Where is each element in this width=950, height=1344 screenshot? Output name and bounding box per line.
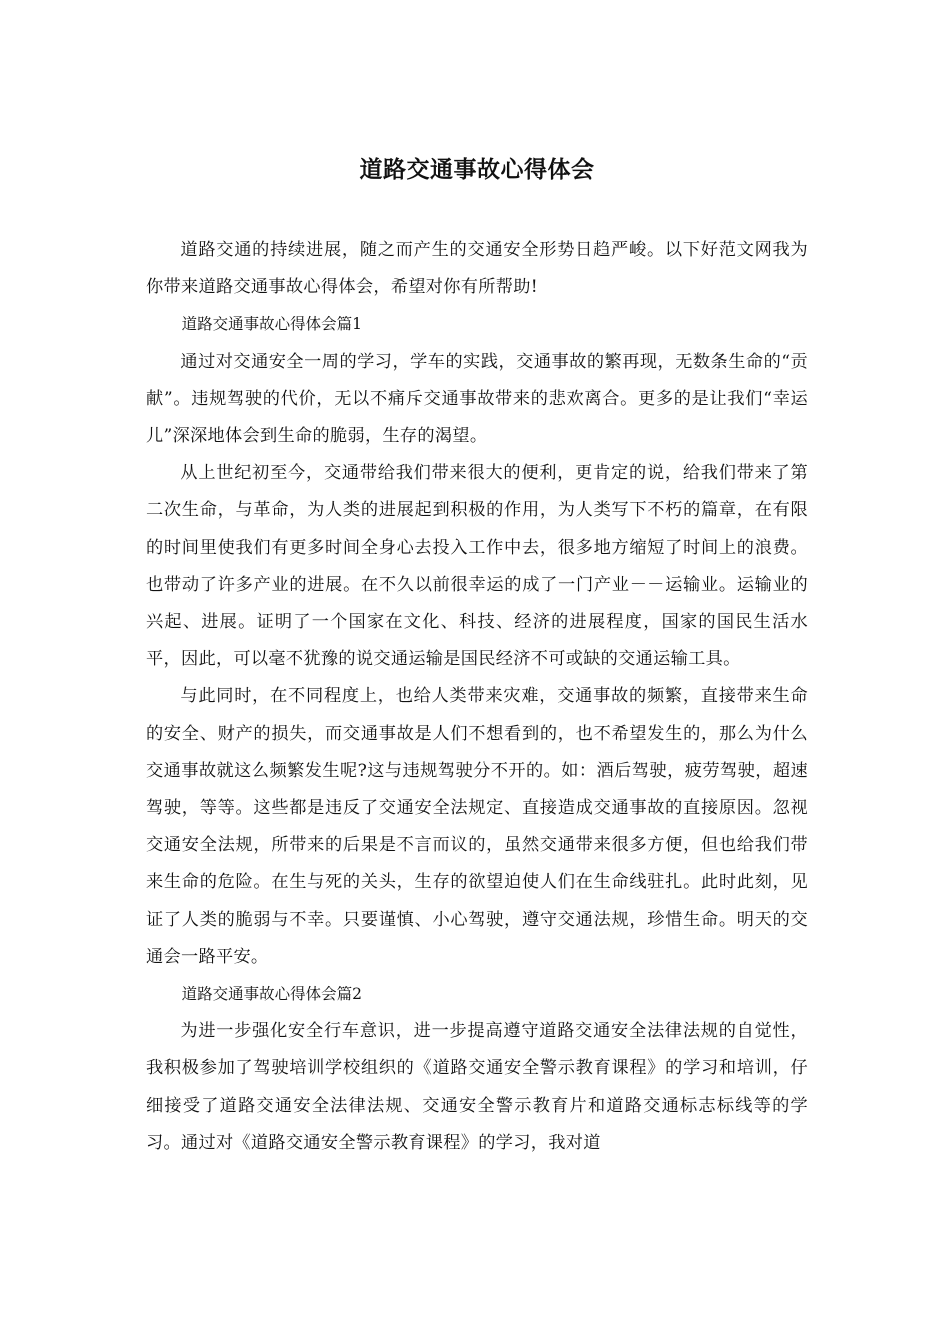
section-1-paragraph-2: 从上世纪初至今，交通带给我们带来很大的便利，更肯定的说，给我们带来了第二次生命，与革命，为人类的进展起到积极的作用，为人类写下不朽的篇章，在有限的时间里使我们有更多时间全身心去投入工作中去，很多地方缩短了时间上的浪费。也带动了许多产业的进展。在不久以前很幸运的成了一门产业－－运输业。运输业的兴起、进展。证明了一个国家在文化、科技、经济的进展程度，国家的国民生活水平，因此，可以毫不犹豫的说交通运输是国民经济不可或缺的交通运输工具。 <box>146 463 808 670</box>
document-title: 道路交通事故心得体会 <box>359 156 595 183</box>
section-2-heading: 道路交通事故心得体会篇2 <box>181 985 363 1004</box>
document-body <box>146 232 808 1162</box>
intro-paragraph: 道路交通的持续进展，随之而产生的交通安全形势日趋严峻。以下好范文网我为你带来道路交通事故心得体会，希望对你有所帮助! <box>146 240 808 298</box>
section-1-paragraph-3: 与此同时，在不同程度上，也给人类带来灾难，交通事故的频繁，直接带来生命的安全、财产的损失，而交通事故是人们不想看到的，也不希望发生的，那么为什么交通事故就这么频繁发生呢?这与违规驾驶分不开的。如：酒后驾驶，疲劳驾驶，超速驾驶，等等。这些都是违反了交通安全法规定、直接造成交通事故的直接原因。忽视交通安全法规，所带来的后果是不言而议的，虽然交通带来很多方便，但也给我们带来生命的危险。在生与死的关头，生存的欲望迫使人们在生命线驻扎。此时此刻，见证了人类的脆弱与不幸。只要谨慎、小心驾驶，遵守交通法规，珍惜生命。明天的交通会一路平安。 <box>146 686 808 967</box>
section-1-heading: 道路交通事故心得体会篇1 <box>181 315 363 334</box>
section-1-paragraph-1: 通过对交通安全一周的学习，学车的实践，交通事故的繁再现，无数条生命的“贡献”。违规驾驶的代价，无以不痛斥交通事故带来的悲欢离合。更多的是让我们“幸运儿”深深地体会到生命的脆弱，生存的渴望。 <box>146 351 808 447</box>
section-2-paragraph-1: 为进一步强化安全行车意识，进一步提高遵守道路交通安全法律法规的自觉性，我积极参加了驾驶培训学校组织的《道路交通安全警示教育课程》的学习和培训，仔细接受了道路交通安全法律法规、交通安全警示教育片和道路交通标志标线等的学习。通过对《道路交通安全警示教育课程》的学习，我对道 <box>146 1021 808 1153</box>
